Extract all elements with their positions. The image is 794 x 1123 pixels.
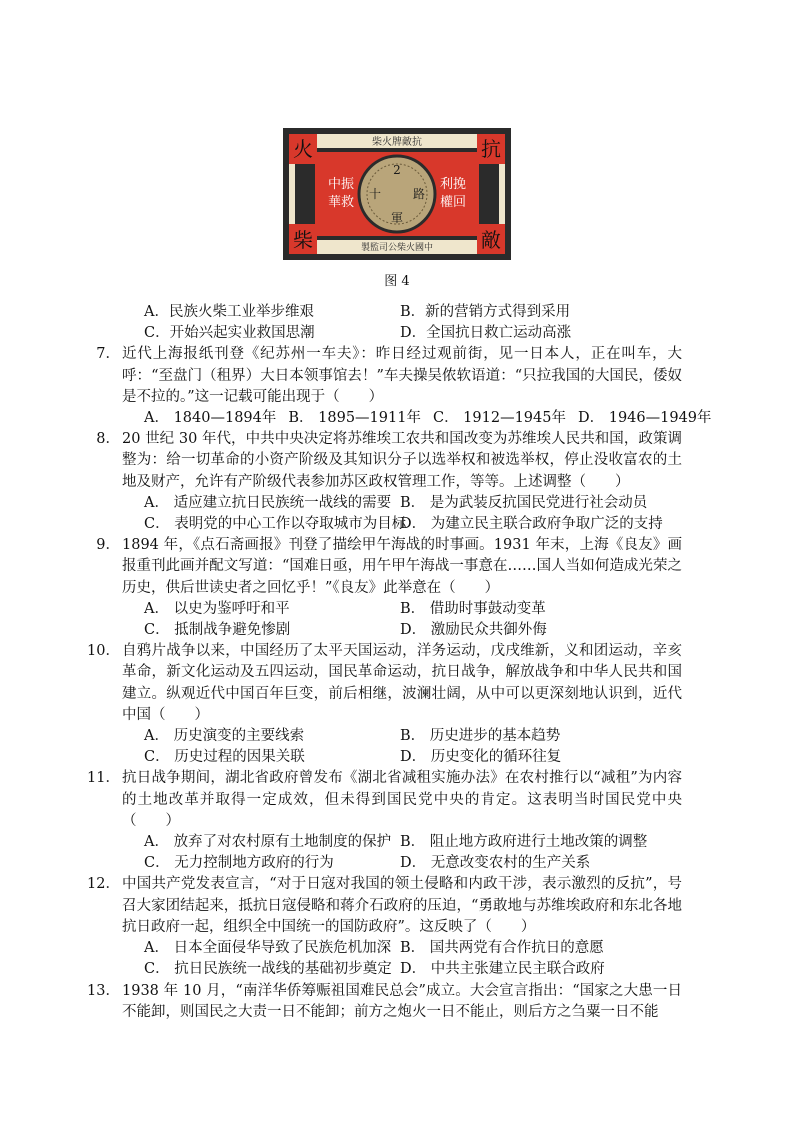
emblem-char-right: 路	[412, 187, 426, 201]
corner-tr-char: 抗	[481, 137, 501, 161]
corner-tl-char: 火	[293, 137, 313, 161]
option-group	[122, 832, 682, 874]
question-stem	[96, 429, 682, 493]
answer-option: B． 国共两党有合作抗日的意愿	[400, 940, 604, 957]
question-stem	[87, 874, 682, 938]
answer-option: C． 历史过程的因果关联	[144, 749, 305, 766]
answer-option: B． 历史进步的基本趋势	[400, 728, 561, 745]
answer-option: C． 抵制战争避免惨剧	[144, 622, 291, 639]
question-list	[87, 302, 712, 1023]
right-panel-line2: 權回	[439, 195, 467, 210]
question-stem	[87, 641, 682, 726]
option-group	[122, 938, 682, 980]
answer-option: A． 历史演变的主要线索	[144, 728, 305, 745]
answer-option: D． 激励民众共御外侮	[400, 622, 547, 639]
question-block	[87, 768, 682, 874]
left-panel-line2: 華救	[327, 195, 355, 210]
figure-caption: 图 4	[384, 274, 410, 289]
question-text: 中国共产党发表宣言，“对于日寇对我国的领土侵略和内政干涉，表示激烈的反抗”，号召大家团结起来，抵抗日寇侵略和蒋介石政府的压迫，“勇敢地与苏维埃政府和东北各地抗日政府一起，组织全中国统一的国防政府”。这反映了（ ）	[122, 876, 682, 935]
question-text: 1938 年 10 月，“南洋华侨筹赈祖国难民总会”成立。大会宣言指出：“国家之大患一日不能卸，则国民之大责一日不能卸；前方之炮火一日不能止，则后方之刍粟一日不能	[122, 982, 682, 1020]
answer-option: C． 抗日民族统一战线的基础初步奠定	[144, 961, 392, 978]
question-number: 9．	[96, 537, 120, 554]
question-block	[96, 429, 682, 535]
answer-option: A． 1840—1894年	[144, 410, 277, 427]
question-stem	[87, 981, 682, 1023]
emblem-char-bottom: 軍	[390, 211, 404, 225]
option-group	[122, 493, 682, 535]
answer-option: C． 1912—1945年	[432, 410, 566, 427]
answer-option: D． 为建立民主联合政府争取广泛的支持	[400, 516, 663, 533]
answer-option: A． 适应建立抗日民族统一战线的需要	[144, 494, 392, 511]
left-panel-line1: 中振	[327, 177, 355, 192]
question-text: 近代上海报纸刊登《纪苏州一车夫》：昨日经过观前街，见一日本人，正在叫车，大呼：“至盘门（租界）大日本领事馆去！”车夫操吴侬软语道：“只拉我国的大国民，倭奴是不拉的。”这一记载可能出现于（ ）	[122, 346, 682, 405]
answer-option: A． 放弃了对农村原有土地制度的保护	[144, 834, 392, 851]
answer-option: B． 阻止地方政府进行土地改策的调整	[400, 834, 648, 851]
answer-option: B．新的营销方式得到采用	[400, 304, 571, 320]
question-block	[96, 535, 682, 641]
question-stem	[96, 535, 682, 599]
answer-option: B． 1895—1911年	[288, 410, 421, 427]
question-block	[96, 344, 712, 429]
answer-option: A． 以史为鉴呼吁和平	[144, 600, 290, 617]
question-text: 1894 年，《点石斋画报》刊登了描绘甲午海战的时事画。1931 年末，上海《良友》画报重刊此画并配文写道：“国难日亟，用午甲午海战一事意在……国人当如何造成光荣之历史，供后世读史者之回忆乎！”《良友》此举意在（ ）	[122, 537, 682, 596]
matchbox-label-figure	[283, 128, 511, 260]
question-number: 8．	[96, 431, 120, 448]
question-text: 抗日战争期间，湖北省政府曾发布《湖北省减租实施办法》在农村推行以“减租”为内容的土地改革并取得一定成效，但未得到国民党中央的肯定。这表明当时国民党中央（ ）	[122, 770, 682, 829]
answer-option: D．全国抗日救亡运动高涨	[400, 325, 572, 342]
question-text: 自鸦片战争以来，中国经历了太平天国运动，洋务运动，戊戌维新，义和团运动，辛亥革命，新文化运动及五四运动，国民革命运动，抗日战争，解放战争和中华人民共和国建立。纵观近代中国百年巨变，前后相继，波澜壮阔，从中可以更深刻地认识到，近代中国（ ）	[122, 643, 682, 723]
question-block	[87, 874, 682, 980]
question-stem	[96, 344, 682, 408]
answer-option: D． 中共主张建立民主联合政府	[400, 961, 605, 978]
answer-option: C． 表明党的中心工作以夺取城市为目标	[144, 516, 407, 533]
answer-option: D． 1946—1949年	[577, 410, 712, 427]
answer-option: B． 是为武装反抗国民党进行社会动员	[400, 494, 648, 511]
question-stem	[87, 768, 682, 832]
label-bottom-text: 製監司公柴火國中	[360, 243, 434, 253]
question-number: 11．	[87, 770, 120, 787]
question-block	[87, 641, 682, 768]
corner-bl-char: 柴	[293, 228, 313, 252]
answer-option: C．开始兴起实业救国思潮	[144, 325, 315, 342]
emblem-char-top: 2	[393, 163, 401, 177]
option-group	[122, 599, 682, 641]
question-text: 20 世纪 30 年代，中共中央决定将苏维埃工农共和国改变为苏维埃人民共和国，政策调整为：给一切革命的小资产阶级及其知识分子以选举权和被选举权，停止没收富农的土地及财产，允许有产阶级代表参加苏区政权管理工作，等等。上述调整（ ）	[122, 431, 682, 490]
answer-option: A． 日本全面侵华导致了民族危机加深	[144, 940, 392, 957]
answer-option: D． 无意改变农村的生产关系	[400, 855, 591, 872]
right-panel-line1: 利挽	[439, 177, 467, 192]
answer-option: D． 历史变化的循环往复	[400, 749, 562, 766]
emblem-char-left: 十	[368, 187, 382, 201]
answer-option: B． 借助时事鼓动变革	[400, 600, 546, 617]
question-block	[122, 302, 682, 344]
label-top-text: 柴火牌敵抗	[372, 137, 422, 148]
corner-br-char: 敵	[481, 228, 501, 252]
option-group	[122, 726, 682, 768]
question-number: 10．	[87, 643, 120, 660]
answer-option: C． 无力控制地方政府的行为	[144, 855, 334, 872]
question-number: 7．	[96, 346, 120, 363]
option-group	[122, 302, 682, 344]
option-group	[122, 408, 712, 429]
question-number: 13．	[87, 982, 120, 999]
question-block	[87, 981, 682, 1023]
answer-option: A．民族火柴工业举步维艰	[144, 304, 314, 320]
question-number: 12．	[87, 876, 120, 893]
